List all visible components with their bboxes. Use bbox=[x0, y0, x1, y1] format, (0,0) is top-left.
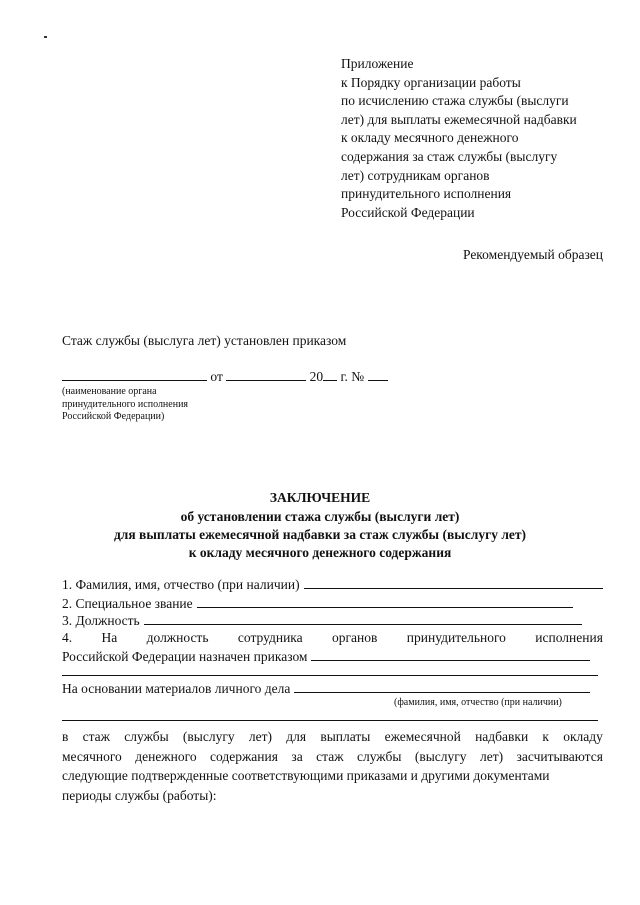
word: сотрудника bbox=[237, 630, 303, 645]
annex-line: по исчислению стажа службы (выслуги bbox=[341, 93, 569, 109]
from-label: от bbox=[210, 369, 223, 384]
order-number-label: г. № bbox=[340, 369, 365, 384]
annex-line: содержания за стаж службы (выслугу bbox=[341, 148, 558, 164]
organ-note bbox=[62, 386, 188, 424]
word: месячного bbox=[62, 748, 122, 764]
organ-note-line: (наименование органа bbox=[62, 386, 157, 397]
appointment-label: Российской Федерации назначен приказом bbox=[62, 649, 308, 664]
word: денежного bbox=[135, 748, 197, 764]
paragraph-line-3: следующие подтвержденные соответствующими приказами и другими документами bbox=[62, 768, 550, 784]
annex-line: Российской Федерации bbox=[341, 204, 475, 220]
field-appointment bbox=[62, 628, 603, 648]
appointment-line-2 bbox=[62, 648, 590, 665]
word: службы bbox=[124, 729, 169, 744]
word: засчитываются bbox=[516, 748, 603, 764]
appointment-order-blank[interactable] bbox=[311, 648, 590, 661]
word: (выслугу bbox=[182, 729, 235, 744]
paragraph-line-4: периоды службы (работы): bbox=[62, 787, 217, 803]
scan-speck bbox=[44, 36, 47, 38]
field-full-name bbox=[62, 576, 603, 593]
word: к bbox=[542, 729, 549, 744]
rank-blank[interactable] bbox=[197, 595, 573, 608]
annex-line: принудительного исполнения bbox=[341, 186, 512, 202]
order-intro: Стаж службы (выслуга лет) установлен приказом bbox=[62, 333, 347, 348]
annex-line: к окладу месячного денежного bbox=[341, 130, 519, 146]
basis-extra-line[interactable] bbox=[62, 720, 598, 721]
order-number-blank[interactable] bbox=[368, 368, 388, 381]
word: 4. bbox=[62, 630, 73, 645]
word: за bbox=[291, 748, 303, 764]
field-position-label: 3. Должность bbox=[62, 613, 140, 628]
annex-line: лет) для выплаты ежемесячной надбавки bbox=[341, 111, 577, 127]
word: органов bbox=[332, 630, 378, 645]
organ-note-line: принудительного исполнения bbox=[62, 398, 189, 410]
year-prefix: 20 bbox=[309, 369, 324, 384]
word: (выслугу bbox=[414, 748, 467, 764]
annex-block bbox=[341, 55, 577, 222]
word: лет) bbox=[248, 729, 272, 744]
annex-line: лет) сотрудникам органов bbox=[341, 167, 490, 183]
periods-paragraph bbox=[62, 727, 603, 805]
word: в bbox=[62, 729, 69, 744]
order-date-blank[interactable] bbox=[226, 368, 306, 381]
field-full-name-label: 1. Фамилия, имя, отчество (при наличии) bbox=[62, 577, 300, 592]
word: окладу bbox=[563, 729, 603, 744]
basis-label: На основании материалов личного дела bbox=[62, 681, 291, 696]
field-position bbox=[62, 612, 582, 629]
order-line bbox=[62, 368, 388, 385]
word: службы bbox=[357, 748, 402, 764]
personal-file-blank[interactable] bbox=[294, 680, 590, 693]
word: должность bbox=[146, 630, 209, 645]
position-blank[interactable] bbox=[144, 612, 582, 625]
word: ежемесячной bbox=[384, 729, 461, 744]
word: надбавки bbox=[475, 729, 529, 744]
word: принудительного bbox=[406, 630, 506, 645]
word: для bbox=[286, 729, 307, 744]
field-rank-label: 2. Специальное звание bbox=[62, 596, 193, 611]
appointment-extra-line[interactable] bbox=[62, 675, 598, 676]
basis-line bbox=[62, 680, 590, 697]
word: стаж bbox=[316, 748, 344, 764]
paragraph-line-1 bbox=[62, 727, 603, 747]
word: стаж bbox=[82, 729, 111, 744]
title-line-1: об установлении стажа службы (выслуги лет) bbox=[180, 509, 460, 524]
title-line-2: для выплаты ежемесячной надбавки за стаж службы (выслугу лет) bbox=[113, 527, 527, 542]
document-heading: ЗАКЛЮЧЕНИЕ bbox=[269, 490, 371, 505]
year-blank[interactable] bbox=[323, 368, 337, 381]
annex-line: к Порядку организации работы bbox=[341, 74, 521, 90]
word: лет) bbox=[479, 748, 504, 764]
title-line-3: к окладу месячного денежного содержания bbox=[188, 545, 452, 560]
full-name-blank[interactable] bbox=[304, 576, 603, 589]
word: содержания bbox=[210, 748, 278, 764]
paragraph-line-2 bbox=[62, 747, 603, 767]
word: На bbox=[101, 630, 118, 645]
appointment-line-1 bbox=[62, 628, 603, 648]
word: исполнения bbox=[535, 630, 603, 645]
word: выплаты bbox=[320, 729, 371, 744]
organ-name-blank[interactable] bbox=[62, 368, 207, 381]
field-rank bbox=[62, 595, 573, 612]
organ-note-line: Российской Федерации) bbox=[62, 411, 165, 422]
basis-note: (фамилия, имя, отчество (при наличии) bbox=[394, 697, 562, 708]
sample-label: Рекомендуемый образец bbox=[462, 247, 603, 262]
annex-line: Приложение bbox=[341, 56, 414, 71]
